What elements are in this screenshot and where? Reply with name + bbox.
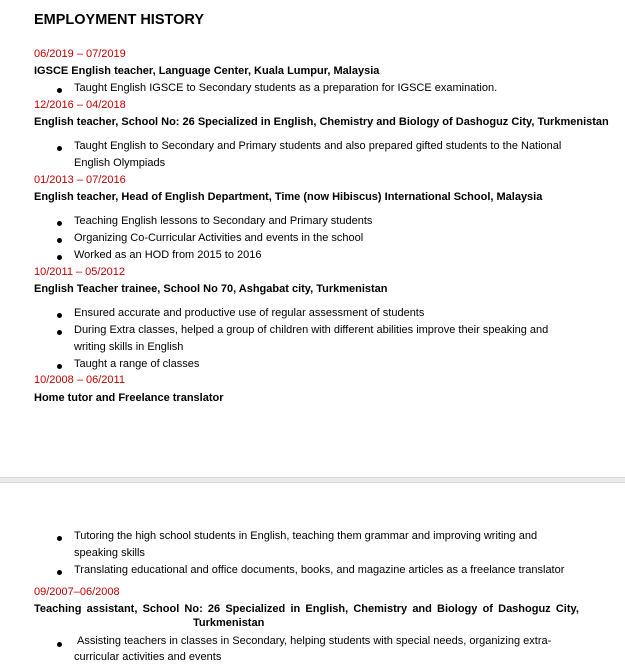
job-bullet-continuation: English Olympiads — [74, 157, 166, 169]
title-word: City, — [555, 603, 579, 615]
job-bullet: Taught a range of classes — [74, 358, 200, 370]
title-word: of — [482, 603, 493, 615]
job-title: English teacher, Head of English Department, Time (now Hibiscus) International School, Malaysia — [34, 191, 543, 203]
job-bullet-continuation: curricular activities and events — [74, 651, 222, 663]
title-word: School — [142, 603, 180, 615]
job-title — [34, 603, 579, 615]
bullet-icon — [57, 217, 62, 229]
bullet-icon — [57, 326, 62, 338]
job-bullet: Taught English IGSCE to Secondary students as a preparation for IGSCE examination. — [74, 82, 498, 94]
title-word: and — [412, 603, 432, 615]
job-dates: 01/2013 – 07/2016 — [34, 174, 126, 186]
bullet-icon — [57, 234, 62, 246]
job-bullet: Worked as an HOD from 2015 to 2016 — [74, 249, 262, 261]
bullet-icon — [57, 532, 62, 544]
section-heading: EMPLOYMENT HISTORY — [34, 12, 204, 28]
title-word: Chemistry — [353, 603, 408, 615]
job-dates: 06/2019 – 07/2019 — [34, 48, 126, 60]
job-bullet: Teaching English lessons to Secondary and Primary students — [74, 215, 373, 227]
bullet-icon — [57, 309, 62, 321]
job-bullet: Translating educational and office documents, books, and magazine articles as a freelance translator — [74, 564, 565, 576]
title-word: Dashoguz — [498, 603, 551, 615]
title-word: Biology — [437, 603, 478, 615]
job-bullet: Ensured accurate and productive use of regular assessment of students — [74, 307, 425, 319]
title-word: 26 — [207, 603, 221, 615]
title-word: English, — [305, 603, 349, 615]
title-word: in — [290, 603, 301, 615]
bullet-icon — [57, 142, 62, 154]
title-word: No: — [184, 603, 203, 615]
job-dates: 09/2007–06/2008 — [34, 586, 120, 598]
job-bullet: Organizing Co-Curricular Activities and events in the school — [74, 232, 364, 244]
job-title: English teacher, School No: 26 Specialized in English, Chemistry and Biology of Dashoguz City, Turkmenistan — [34, 116, 609, 128]
job-dates: 10/2011 – 05/2012 — [34, 266, 125, 278]
bullet-icon — [57, 638, 62, 650]
job-title: IGSCE English teacher, Language Center, Kuala Lumpur, Malaysia — [34, 65, 380, 77]
job-bullet: Taught English to Secondary and Primary students and also prepared gifted students to the National — [74, 140, 562, 152]
job-bullet: During Extra classes, helped a group of children with different abilities improve their speaking and — [74, 324, 549, 336]
job-bullet-continuation: writing skills in English — [74, 341, 184, 353]
title-word: Teaching — [34, 603, 82, 615]
job-bullet: Tutoring the high school students in English, teaching them grammar and improving writing and — [74, 530, 538, 542]
job-title-line2: Turkmenistan — [193, 617, 265, 629]
bullet-icon — [57, 251, 62, 263]
job-dates: 10/2008 – 06/2011 — [34, 374, 125, 386]
bullet-icon — [57, 84, 62, 96]
title-word: Specialized — [225, 603, 286, 615]
job-title: English Teacher trainee, School No 70, Ashgabat city, Turkmenistan — [34, 283, 388, 295]
document-page-2 — [0, 483, 625, 668]
title-word: assistant, — [86, 603, 138, 615]
job-dates: 12/2016 – 04/2018 — [34, 99, 126, 111]
bullet-icon — [57, 360, 62, 372]
job-bullet-continuation: speaking skills — [74, 547, 145, 559]
job-bullet: Assisting teachers in classes in Secondary, helping students with special needs, organizing extra- — [77, 635, 552, 647]
job-title: Home tutor and Freelance translator — [34, 392, 224, 404]
bullet-icon — [57, 566, 62, 578]
